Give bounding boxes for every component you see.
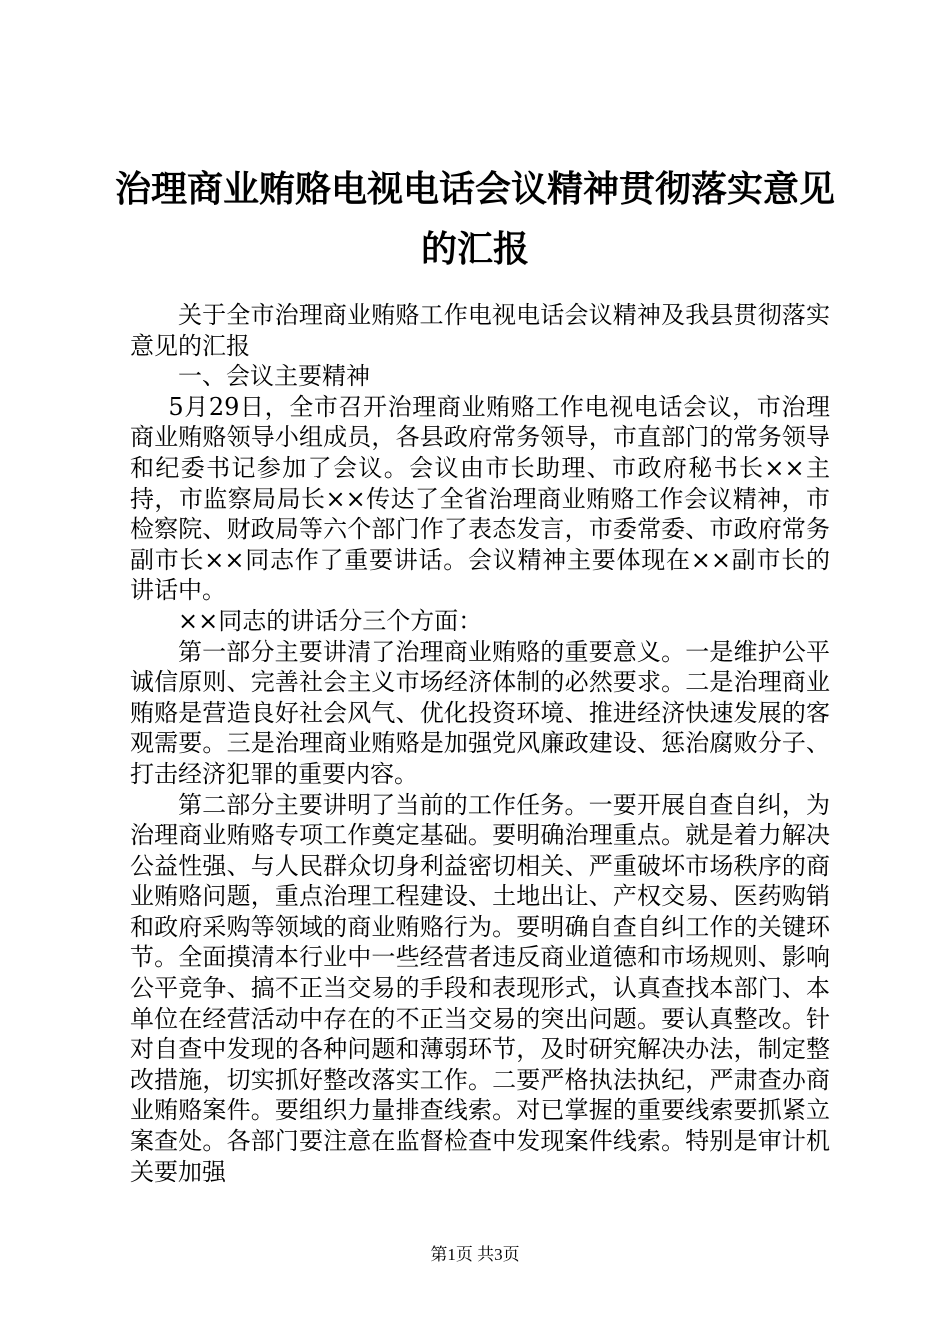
paragraph-speech-intro: ××同志的讲话分三个方面： bbox=[178, 606, 483, 635]
paragraph-part-one: 第一部分主要讲清了治理商业贿赂的重要意义。一是维护公平诚信原则、完善社会主义市场经济体制的必然要求。二是治理商业贿赂是营造良好社会风气、优化投资环境、推进经济快速发展的客观需要。三是治理商业贿赂是加强党风廉政建设、惩治腐败分子、打击经济犯罪的重要内容。 bbox=[130, 637, 830, 788]
page-number-footer: 第1页 共3页 bbox=[430, 1245, 520, 1264]
paragraph-meeting: 5月29日，全市召开治理商业贿赂工作电视电话会议，市治理商业贿赂领导小组成员，各县政府常务领导，市直部门的常务领导和纪委书记参加了会议。会议由市长助理、市政府秘书长××主持，市监察局局长××传达了全省治理商业贿赂工作会议精神，市检察院、财政局等六个部门作了表态发言，市委常委、市政府常务副市长××同志作了重要讲话。会议精神主要体现在××副市长的讲话中。 bbox=[130, 392, 830, 605]
document-title: 治理商业贿赂电视电话会议精神贯彻落实意见的汇报 bbox=[114, 169, 835, 270]
paragraph-part-two: 第二部分主要讲明了当前的工作任务。一要开展自查自纠，为治理商业贿赂专项工作奠定基础。要明确治理重点。就是着力解决公益性强、与人民群众切身利益密切相关、严重破坏市场秩序的商业贿赂问题，重点治理工程建设、土地出让、产权交易、医药购销和政府采购等领域的商业贿赂行为。要明确自查自纠工作的关键环节。全面摸清本行业中一些经营者违反商业道德和市场规则、影响公平竞争、搞不正当交易的手段和表现形式，认真查找本部门、本单位在经营活动中存在的不正当交易的突出问题。要认真整改。针对自查中发现的各种问题和薄弱环节，及时研究解决办法，制定整改措施，切实抓好整改落实工作。二要严格执法执纪，严肃查办商业贿赂案件。要组织力量排查线索。对已掌握的重要线索要抓紧立案查处。各部门要注意在监督检查中发现案件线索。特别是审计机关要加强 bbox=[130, 790, 830, 1186]
section-heading: 一、会议主要精神 bbox=[178, 362, 370, 391]
paragraph-subject: 关于全市治理商业贿赂工作电视电话会议精神及我县贯彻落实意见的汇报 bbox=[130, 301, 830, 360]
document-body bbox=[130, 300, 830, 1187]
